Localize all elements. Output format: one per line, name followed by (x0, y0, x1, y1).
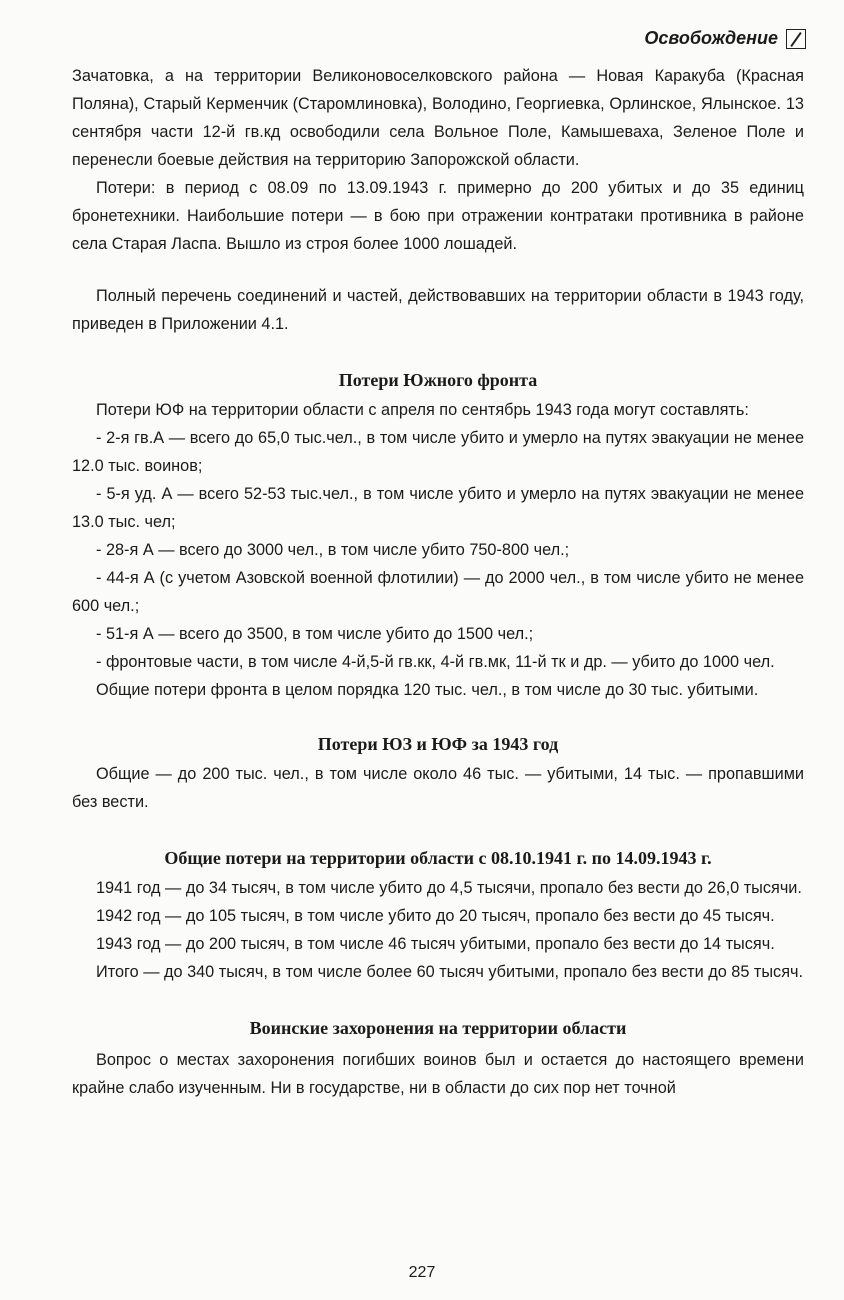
running-header (644, 28, 806, 49)
paragraph: - 44-я А (с учетом Азовской военной флотилии) — до 2000 чел., в том числе убито не менее 600 чел.; (72, 569, 804, 615)
paragraph: Потери ЮФ на территории области с апреля по сентябрь 1943 года могут составлять: (96, 401, 749, 419)
paragraph: - фронтовые части, в том числе 4-й,5-й гв.кк, 4-й гв.мк, 11-й тк и др. — убито до 1000 чел. (96, 653, 775, 671)
page-body (72, 62, 804, 1102)
section-title: Освобождение (644, 28, 778, 48)
paragraph: Общие — до 200 тыс. чел., в том числе около 46 тыс. — убитыми, 14 тыс. — пропавшими без вести. (72, 765, 804, 811)
pen-box-icon (786, 29, 806, 49)
page-number: 227 (408, 1264, 436, 1281)
paragraph: Полный перечень соединений и частей, действовавших на территории области в 1943 году, приведен в Приложении 4.1. (72, 287, 804, 333)
section-heading: Потери ЮЗ и ЮФ за 1943 год (317, 734, 559, 754)
paragraph: - 51-я А — всего до 3500, в том числе убито до 1500 чел.; (96, 625, 534, 643)
section-heading: Потери Южного фронта (338, 370, 538, 390)
paragraph: - 2-я гв.А — всего до 65,0 тыс.чел., в том числе убито и умерло на путях эвакуации не менее 12.0 тыс. воинов; (72, 429, 804, 475)
paragraph: 1943 год — до 200 тысяч, в том числе 46 тысяч убитыми, пропало без вести до 14 тысяч. (96, 935, 775, 953)
paragraph: Итого — до 340 тысяч, в том числе более 60 тысяч убитыми, пропало без вести до 85 тысяч. (96, 963, 804, 981)
paragraph: 1941 год — до 34 тысяч, в том числе убито до 4,5 тысячи, пропало без вести до 26,0 тысячи. (96, 879, 802, 897)
section-heading: Воинские захоронения на территории области (249, 1018, 627, 1038)
section-heading: Общие потери на территории области с 08.10.1941 г. по 14.09.1943 г. (164, 848, 712, 868)
paragraph: - 5-я уд. А — всего 52-53 тыс.чел., в том числе убито и умерло на путях эвакуации не менее 13.0 тыс. чел; (72, 485, 804, 531)
paragraph: 1942 год — до 105 тысяч, в том числе убито до 20 тысяч, пропало без вести до 45 тысяч. (96, 907, 775, 925)
paragraph: Вопрос о местах захоронения погибших воинов был и остается до настоящего времени крайне слабо изученным. Ни в государстве, ни в области до сих пор нет точной (72, 1051, 804, 1097)
paragraph: Зачатовка, а на территории Великоновоселковского района — Новая Каракуба (Красная Поляна), Старый Керменчик (Старомлиновка), Володино, Георгиевка, Орлинское, Ялынское. 13 сентября части 12-й гв.кд освободили села Вольное Поле, Камышеваха, Зеленое Поле и перенесли боевые действия на территорию Запорожской области. (72, 67, 804, 169)
paragraph: Потери: в период с 08.09 по 13.09.1943 г. примерно до 200 убитых и до 35 единиц бронетехники. Наибольшие потери — в бою при отражении контратаки противника в районе села Старая Ласпа. Вышло из строя более 1000 лошадей. (72, 179, 804, 253)
paragraph: Общие потери фронта в целом порядка 120 тыс. чел., в том числе до 30 тыс. убитыми. (96, 681, 759, 699)
paragraph: - 28-я А — всего до 3000 чел., в том числе убито 750-800 чел.; (96, 541, 570, 559)
